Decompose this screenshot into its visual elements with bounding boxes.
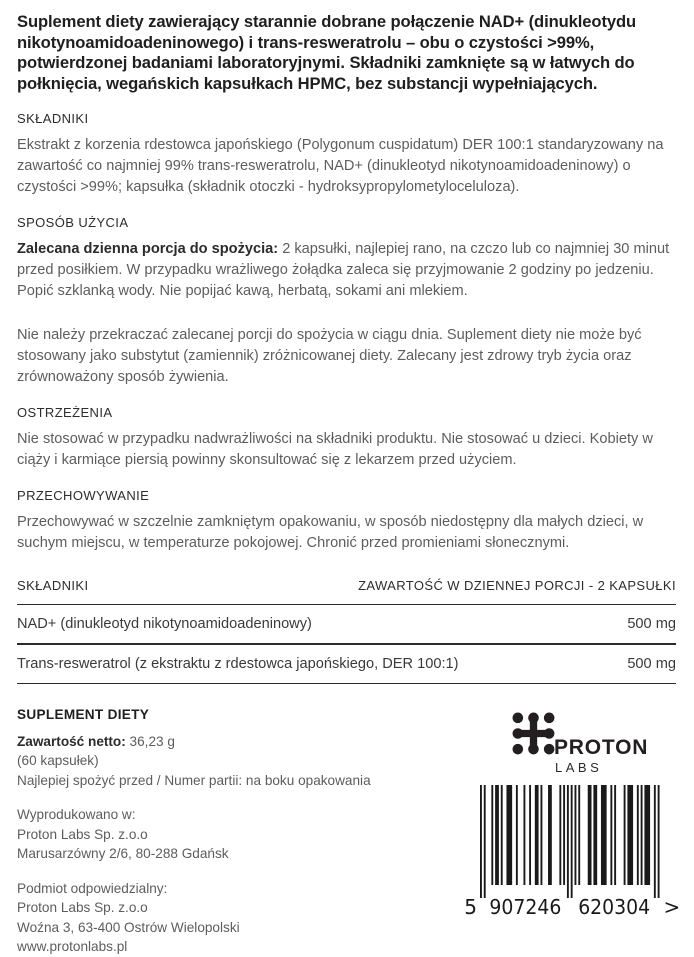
molecule-dots-icon (510, 710, 557, 757)
manufacturer-name: Proton Labs Sp. z.o.o (17, 826, 148, 842)
nutrition-table (17, 578, 676, 684)
ingredient-amount: 500 mg (627, 616, 676, 633)
usage-lead: Zalecana dzienna porcja do spożycia: (17, 241, 279, 258)
best-before-line: Najlepiej spożyć przed / Numer partii: na boku opakowania (17, 772, 371, 788)
nutrition-table-header (17, 578, 676, 605)
brand-logo (510, 710, 676, 775)
category-label: SUPLEMENT DIETY (17, 707, 150, 723)
brand-text (554, 710, 648, 775)
net-content-value: 36,23 g (129, 733, 175, 749)
svg-text:620304: 620304 (578, 895, 651, 920)
usage-rest: 2 kapsułki, najlepiej rano, na czczo lub co najmniej 30 minut przed posiłkiem. W przypadku wrażliwego żołądka zaleca się przyjmowanie 2 godziny po jedzeniu. Popić szklanką wody. Nie popijać kawą, herbatą, sokami ani mlekiem. (17, 241, 670, 300)
responsible-address: Woźna 3, 63-400 Ostrów Wielopolski (17, 919, 240, 935)
svg-text:5: 5 (464, 895, 477, 920)
section-heading-usage: SPOSÓB UŻYCIA (17, 215, 129, 231)
manufacturer-label: Wyprodukowano w: (17, 807, 136, 823)
brand-name: PROTON (554, 736, 649, 760)
section-heading-warnings: OSTRZEŻENIA (17, 405, 113, 421)
ean13-barcode (464, 785, 681, 920)
manufacturer-block (17, 805, 460, 864)
manufacturer-address: Marusarzówny 2/6, 80-288 Gdańsk (17, 846, 229, 862)
capsule-count: (60 kapsułek) (17, 753, 99, 769)
intro-paragraph: Suplement diety zawierający starannie dobrane połączenie NAD+ (dinukleotydu nikotynoamidoadeninowego) i trans-resweratrolu – obu o czystości >99%, potwierdzonej badaniami laboratoryjnymi. Składniki zamknięte są w łatwych do połknięcia, wegańskich kapsułkach HPMC, bez substancji wypełniających. (17, 12, 637, 93)
responsible-entity-block (17, 879, 460, 957)
footer-info (17, 705, 460, 957)
nutrition-col1-header: SKŁADNIKI (17, 578, 89, 594)
nutrition-col2-header: ZAWARTOŚĆ W DZIENNEJ PORCJI - 2 KAPSUŁKI (358, 578, 676, 594)
table-row (17, 645, 676, 684)
footer (17, 705, 681, 957)
svg-text:>: > (663, 895, 681, 920)
responsible-label: Podmiot odpowiedzialny: (17, 880, 168, 896)
svg-text:907246: 907246 (489, 895, 562, 920)
ingredients-text: Ekstrakt z korzenia rdestowca japońskiego (Polygonum cuspidatum) DER 100:1 standaryzowany na zawartość co najmniej 99% trans-resweratrolu, NAD+ (dinukleotyd nikotynoamidoadeninowy) o czystości >99%; kapsułka (składnik otoczki - hydroksypropylometyloceluloza). (17, 137, 664, 196)
ingredient-amount: 500 mg (627, 656, 676, 673)
storage-text: Przechowywać w szczelnie zamkniętym opakowaniu, w sposób niedostępny dla małych dzieci, w suchym miejscu, w temperaturze pokojowej. Chronić przed promieniami słonecznymi. (17, 514, 644, 552)
website-url: www.protonlabs.pl (17, 939, 128, 955)
ingredient-name: Trans-resweratrol (z ekstraktu z rdestowca japońskiego, DER 100:1) (17, 656, 459, 673)
table-row (17, 605, 676, 645)
usage-text (17, 239, 676, 302)
footer-brand-area (460, 705, 681, 957)
brand-subtitle: LABS (555, 760, 603, 776)
net-content-label: Zawartość netto: (17, 733, 126, 749)
net-content-line (17, 732, 460, 752)
responsible-name: Proton Labs Sp. z.o.o (17, 900, 148, 916)
section-heading-ingredients: SKŁADNIKI (17, 111, 89, 127)
usage-warning-text: Nie należy przekraczać zalecanej porcji do spożycia w ciągu dnia. Suplement diety nie może być stosowany jako substytut (zamiennik) zróżnicowanej diety. Zalecany jest zdrowy tryb życia oraz zrównoważony sposób żywienia. (17, 327, 642, 386)
section-heading-storage: PRZECHOWYWANIE (17, 488, 150, 504)
warnings-text: Nie stosować w przypadku nadwrażliwości na składniki produktu. Nie stosować u dzieci. Kobiety w ciąży i karmiące piersią powinny skonsultować się z lekarzem przed użyciem. (17, 431, 653, 469)
ingredient-name: NAD+ (dinukleotyd nikotynoamidoadeninowy) (17, 616, 312, 633)
